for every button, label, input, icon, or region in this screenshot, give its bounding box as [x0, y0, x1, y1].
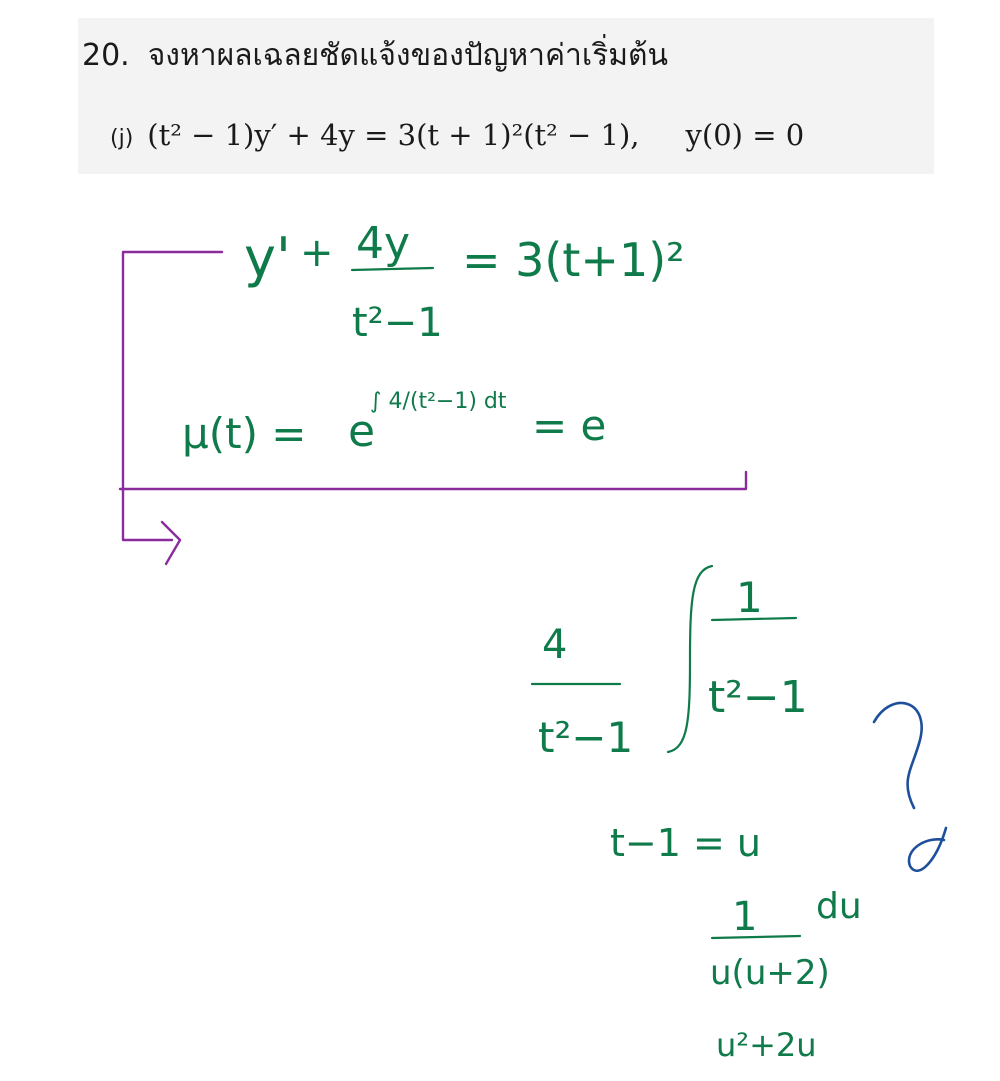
- differential-equation: (t² − 1)y′ + 4y = 3(t + 1)²(t² − 1),: [147, 118, 640, 152]
- integrating-factor-line: [182, 389, 606, 458]
- integral-fraction-bar: [712, 618, 796, 620]
- exponent-integral: ∫ 4/(t²−1) dt: [370, 389, 507, 414]
- integral-denominator: t²−1: [708, 672, 808, 723]
- question-mark-curve: [874, 703, 922, 808]
- standard-form-line: [244, 218, 685, 346]
- integral-sign: [668, 566, 712, 752]
- side-fraction-numerator: 4: [542, 622, 568, 668]
- y-prime: y': [244, 226, 291, 289]
- plus-sign: +: [300, 230, 334, 276]
- mu-of-t: μ(t) =: [182, 409, 307, 458]
- expanded-denominator: u²+2u: [716, 1026, 817, 1064]
- new-integrand-bar: [712, 936, 800, 938]
- question-mark: ?: [0, 0, 1, 1]
- initial-condition: y(0) = 0: [685, 118, 805, 152]
- part-label: (j): [110, 126, 134, 151]
- rhs-3-t-plus-1-squared: = 3(t+1)²: [462, 233, 685, 287]
- side-fraction-denominator: t²−1: [538, 713, 634, 762]
- equals-e: = e: [532, 401, 607, 450]
- substitution: t−1 = u: [610, 821, 761, 865]
- numerator-4y: 4y: [356, 218, 411, 269]
- new-integrand-denominator: u(u+2): [710, 953, 830, 993]
- new-integrand-du: du: [816, 886, 862, 927]
- e-base: e: [348, 406, 376, 457]
- integral-numerator: 1: [736, 573, 763, 622]
- problem-number: 20.: [82, 38, 130, 73]
- problem-instruction: จงหาผลเฉลยชัดแจ้งของปัญหาค่าเริ่มต้น: [147, 38, 669, 73]
- new-integrand-numerator: 1: [732, 894, 758, 940]
- question-mark-hook: [909, 828, 946, 871]
- denominator-t2-1: t²−1: [352, 300, 443, 346]
